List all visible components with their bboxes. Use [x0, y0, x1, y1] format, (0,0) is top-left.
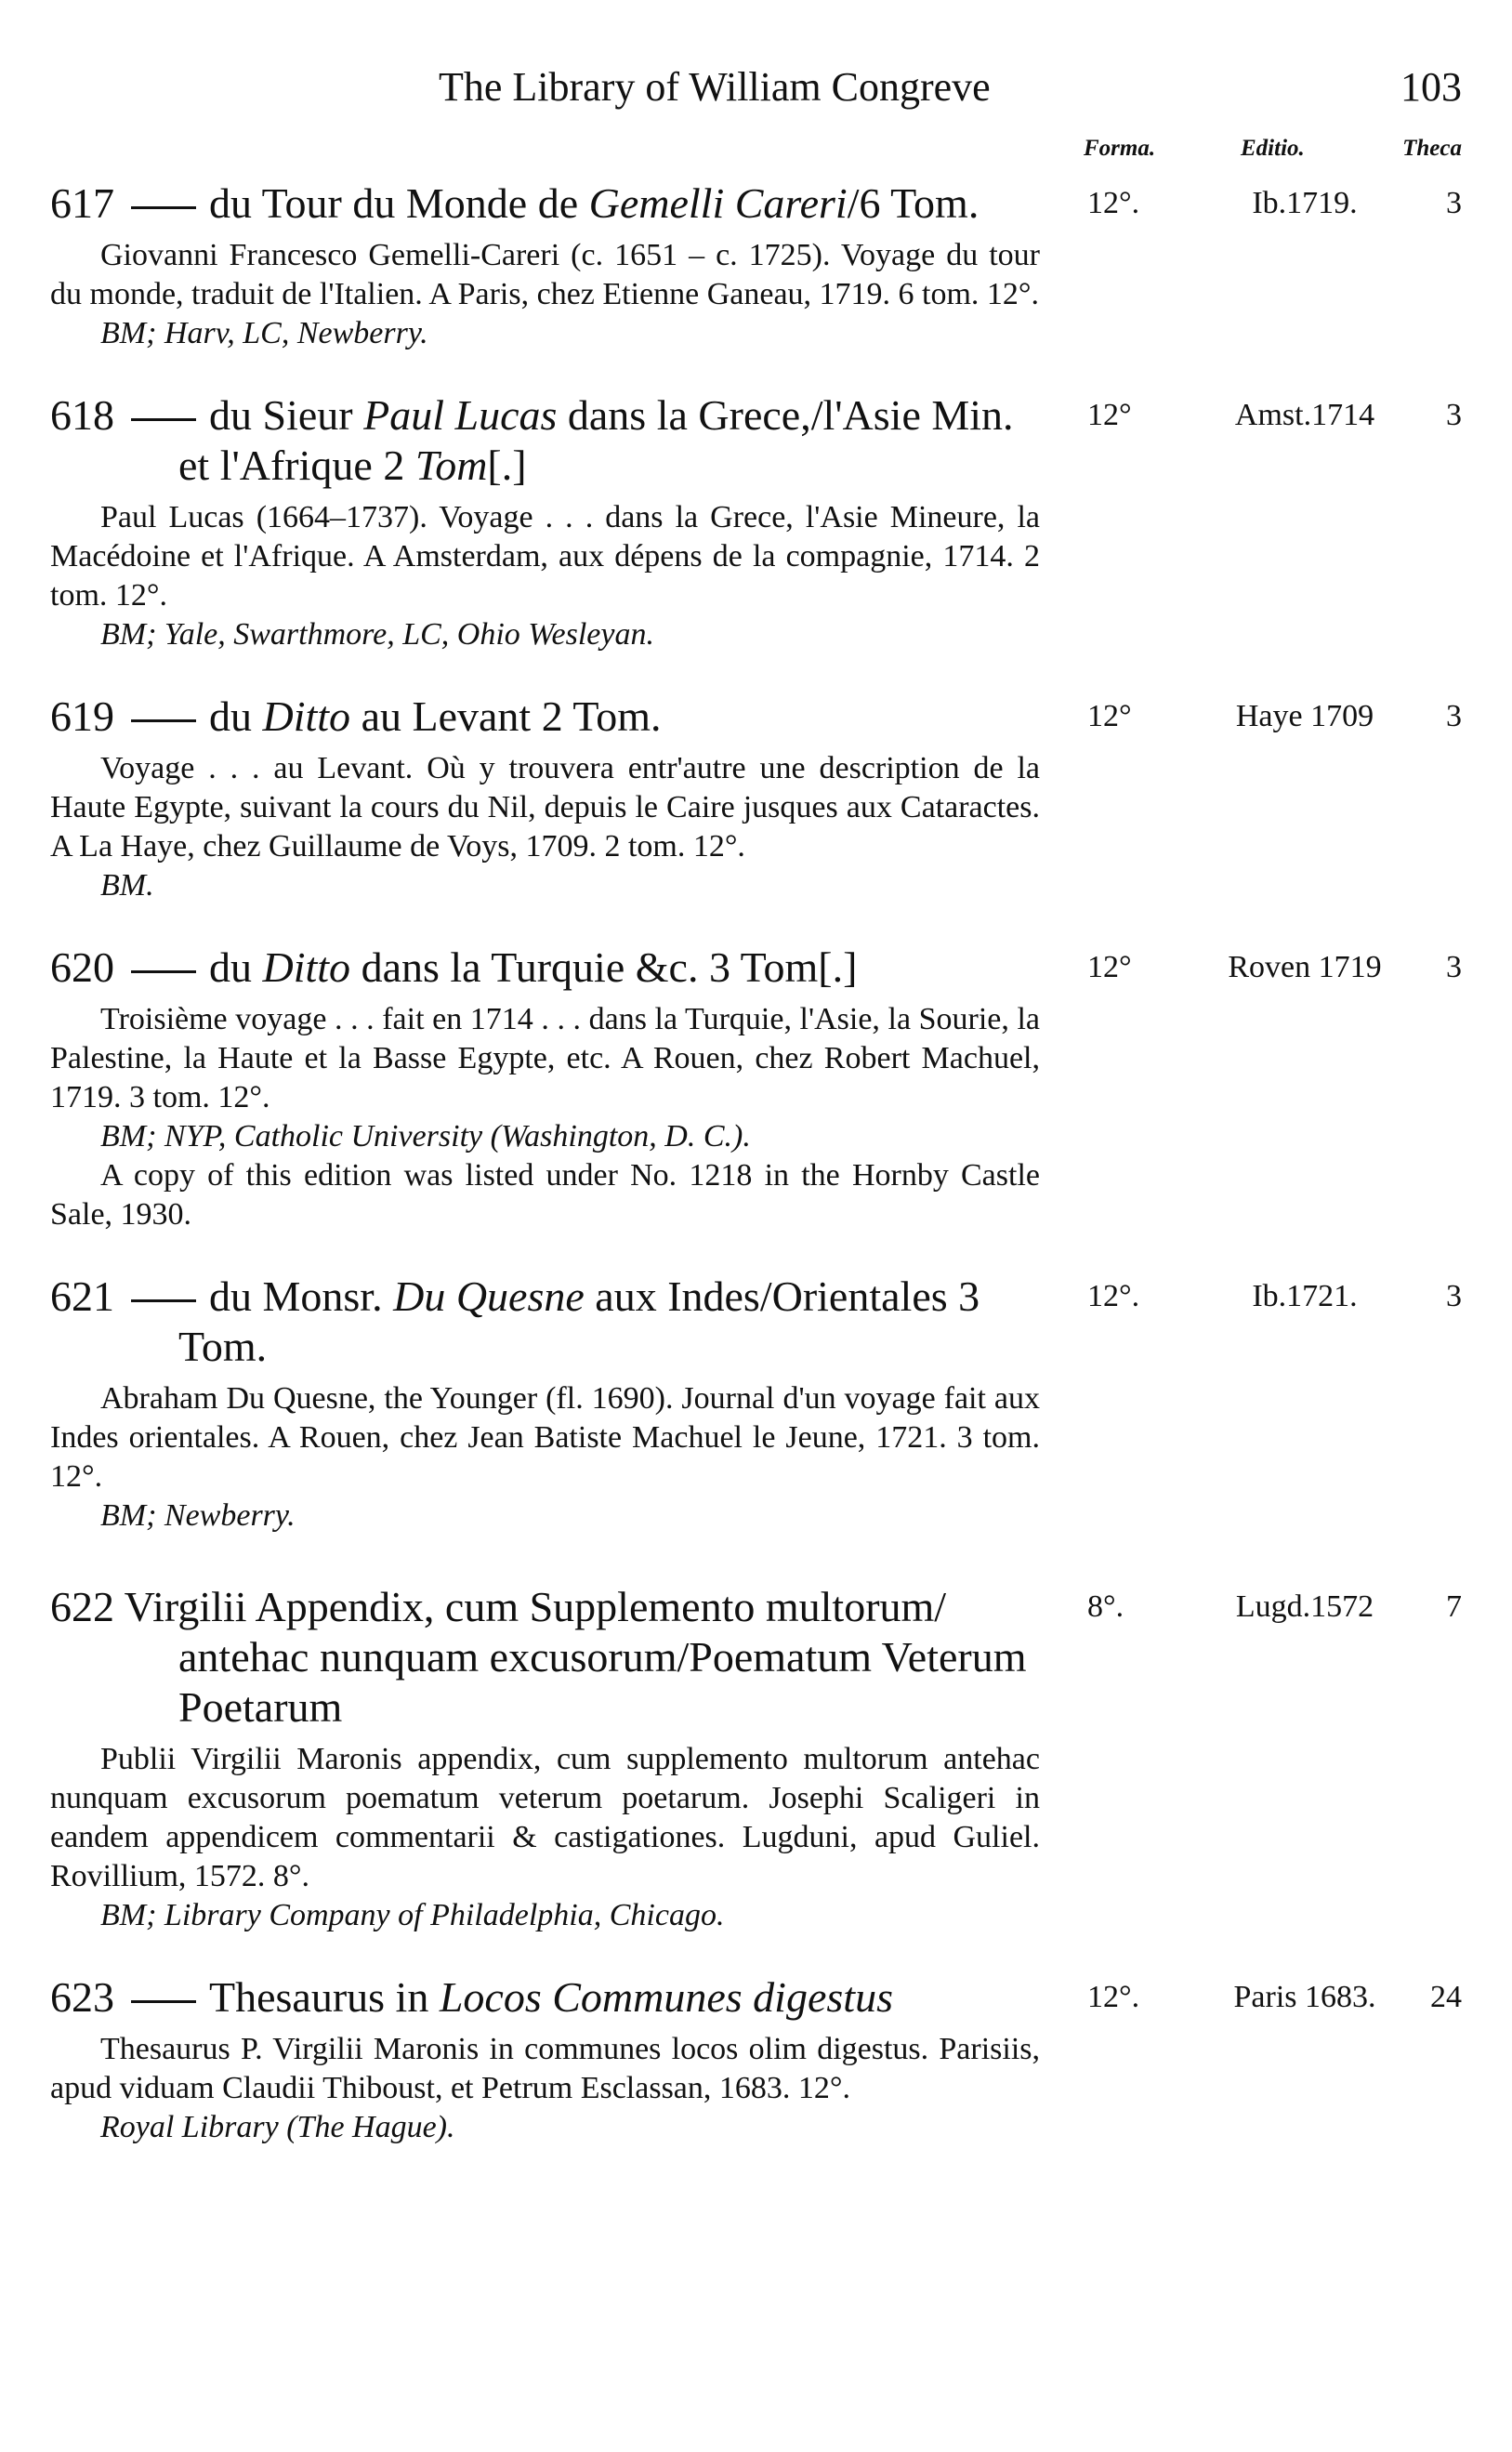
- title-segment: Locos Communes digestus: [439, 1973, 893, 2021]
- entry-title: [50, 943, 1040, 993]
- title-segment: aux Indes/Orientales 3 Tom.: [178, 1272, 980, 1370]
- ditto-dash: [131, 719, 196, 722]
- entry-theca: 3: [1446, 1279, 1462, 1313]
- entry-number: 621: [50, 1272, 114, 1320]
- title-segment: Thesaurus in: [209, 1973, 440, 2021]
- catalogue-entry: [50, 1972, 1462, 2147]
- entry-extra-note: A copy of this edition was listed under No. 1218 in the Hornby Castle Sale, 1930.: [50, 1158, 1040, 1232]
- entry-theca: 3: [1446, 699, 1462, 733]
- ditto-dash: [131, 2000, 196, 2003]
- column-header-editio: Editio.: [1241, 136, 1305, 161]
- entry-editio: Lugd.1572: [1235, 1589, 1374, 1624]
- entry-editio: Paris 1683.: [1233, 1980, 1376, 2014]
- entry-number: 618: [50, 391, 114, 439]
- ditto-dash: [131, 418, 196, 421]
- catalogue-entry: [50, 943, 1462, 1234]
- entry-forma: 12°.: [1087, 1980, 1140, 2014]
- entry-editio: Ib.1719.: [1252, 186, 1358, 220]
- entry-theca: 3: [1446, 950, 1462, 984]
- column-header-theca: Theca: [1402, 136, 1462, 161]
- title-segment: /6 Tom.: [847, 179, 980, 227]
- entry-editio: Amst.1714: [1234, 398, 1375, 432]
- catalogue-entry: [50, 178, 1462, 353]
- entry-holdings: BM.: [100, 868, 154, 903]
- title-segment: [.]: [818, 943, 858, 991]
- entry-note: Thesaurus P. Virgilii Maronis in communes locos olim digestus. Parisiis, apud viduam Claudii Thiboust, et Petrum Esclassan, 1683. 12°.: [50, 2032, 1040, 2105]
- entry-forma: 12°.: [1087, 186, 1140, 220]
- entry-note: Abraham Du Quesne, the Younger (fl. 1690). Journal d'un voyage fait aux Indes orientales. A Rouen, chez Jean Batiste Machuel le Jeune, 1721. 3 tom. 12°.: [50, 1381, 1040, 1494]
- entry-note: Paul Lucas (1664–1737). Voyage . . . dans la Grece, l'Asie Mineure, la Macédoine et l'Afrique. A Amsterdam, aux dépens de la compagnie, 1714. 2 tom. 12°.: [50, 500, 1040, 613]
- entry-forma: 12°.: [1087, 1279, 1140, 1313]
- entry-number: 617: [50, 179, 114, 227]
- running-head: [0, 63, 1512, 119]
- title-segment: dans la Grece,/l'Asie Min. et l'Afrique 2: [178, 391, 1014, 489]
- entry-holdings: BM; Newberry.: [100, 1498, 296, 1533]
- title-segment: du: [209, 943, 263, 991]
- ditto-dash: [131, 970, 196, 973]
- title-segment: Virgilii Appendix, cum Supplemento multorum/ antehac nunquam excusorum/Poematum Veterum Poetarum: [124, 1583, 1027, 1731]
- title-segment: du Tour du Monde de: [209, 179, 589, 227]
- entry-number: 619: [50, 692, 114, 740]
- entry-number: 622: [50, 1583, 114, 1630]
- title-segment: Ditto: [262, 943, 351, 991]
- title-segment: Tom: [414, 442, 488, 489]
- entry-editio: Haye 1709: [1235, 699, 1374, 733]
- title-segment: dans la Turquie &c. 3 Tom: [350, 943, 819, 991]
- entry-forma: 12°: [1087, 950, 1132, 984]
- title-segment: au Levant 2 Tom.: [350, 692, 662, 740]
- entry-number: 620: [50, 943, 114, 991]
- entry-note: Giovanni Francesco Gemelli-Careri (c. 1651 – c. 1725). Voyage du tour du monde, traduit de l'Italien. A Paris, chez Etienne Ganeau, 1719. 6 tom. 12°.: [50, 238, 1040, 311]
- title-segment: du: [209, 692, 263, 740]
- entry-theca: 7: [1446, 1589, 1462, 1624]
- ditto-dash: [131, 206, 196, 209]
- ditto-dash: [131, 1299, 196, 1302]
- page-number: 103: [1400, 64, 1462, 110]
- catalogue-entry: [50, 1272, 1462, 1536]
- catalogue-entry: [50, 390, 1462, 654]
- entry-title: [50, 390, 1040, 491]
- entry-forma: 12°: [1087, 398, 1132, 432]
- entry-note: Troisième voyage . . . fait en 1714 . . . dans la Turquie, l'Asie, la Sourie, la Palestine, la Haute et la Basse Egypte, etc. A Rouen, chez Robert Machuel, 1719. 3 tom. 12°.: [50, 1002, 1040, 1114]
- entry-title: [50, 178, 1040, 229]
- entry-title: [50, 1272, 1040, 1372]
- entry-theca: 3: [1446, 186, 1462, 220]
- entry-note: Publii Virgilii Maronis appendix, cum supplemento multorum antehac nunquam excusorum poematum veterum poetarum. Josephi Scaligeri in eandem appendicem commentarii & castigationes. Lugduni, apud Guliel. Rovillium, 1572. 8°.: [50, 1742, 1040, 1893]
- column-headers: [0, 136, 1512, 167]
- entry-holdings: BM; Library Company of Philadelphia, Chicago.: [100, 1898, 725, 1932]
- entry-holdings: BM; Yale, Swarthmore, LC, Ohio Wesleyan.: [100, 617, 654, 652]
- title-segment: Paul Lucas: [363, 391, 558, 439]
- running-title: The Library of William Congreve: [439, 64, 991, 110]
- title-segment: du Sieur: [209, 391, 364, 439]
- entry-title: [50, 1972, 1040, 2023]
- entry-editio: Roven 1719: [1228, 950, 1382, 984]
- title-segment: Du Quesne: [393, 1272, 585, 1320]
- entry-theca: 3: [1446, 398, 1462, 432]
- catalogue-entry: [50, 1582, 1462, 1935]
- title-segment: Gemelli Careri: [588, 179, 848, 227]
- entry-holdings: BM; Harv, LC, Newberry.: [100, 316, 428, 350]
- entry-theca: 24: [1430, 1980, 1462, 2014]
- catalogue-entry: [50, 692, 1462, 905]
- entry-editio: Ib.1721.: [1252, 1279, 1358, 1313]
- column-header-forma: Forma.: [1084, 136, 1156, 161]
- entry-holdings: Royal Library (The Hague).: [100, 2110, 455, 2144]
- title-segment: Ditto: [262, 692, 351, 740]
- entry-forma: 12°: [1087, 699, 1132, 733]
- title-segment: du Monsr.: [209, 1272, 394, 1320]
- entry-title: [50, 1582, 1040, 1733]
- catalogue-entries: [50, 178, 1462, 2184]
- entry-number: 623: [50, 1973, 114, 2021]
- title-segment: [.]: [487, 442, 527, 489]
- entry-forma: 8°.: [1087, 1589, 1124, 1624]
- entry-note: Voyage . . . au Levant. Où y trouvera entr'autre une description de la Haute Egypte, suivant la cours du Nil, depuis le Caire jusques aux Cataractes. A La Haye, chez Guillaume de Voys, 1709. 2 tom. 12°.: [50, 751, 1040, 863]
- entry-title: [50, 692, 1040, 742]
- entry-holdings: BM; NYP, Catholic University (Washington, D. C.).: [100, 1119, 751, 1153]
